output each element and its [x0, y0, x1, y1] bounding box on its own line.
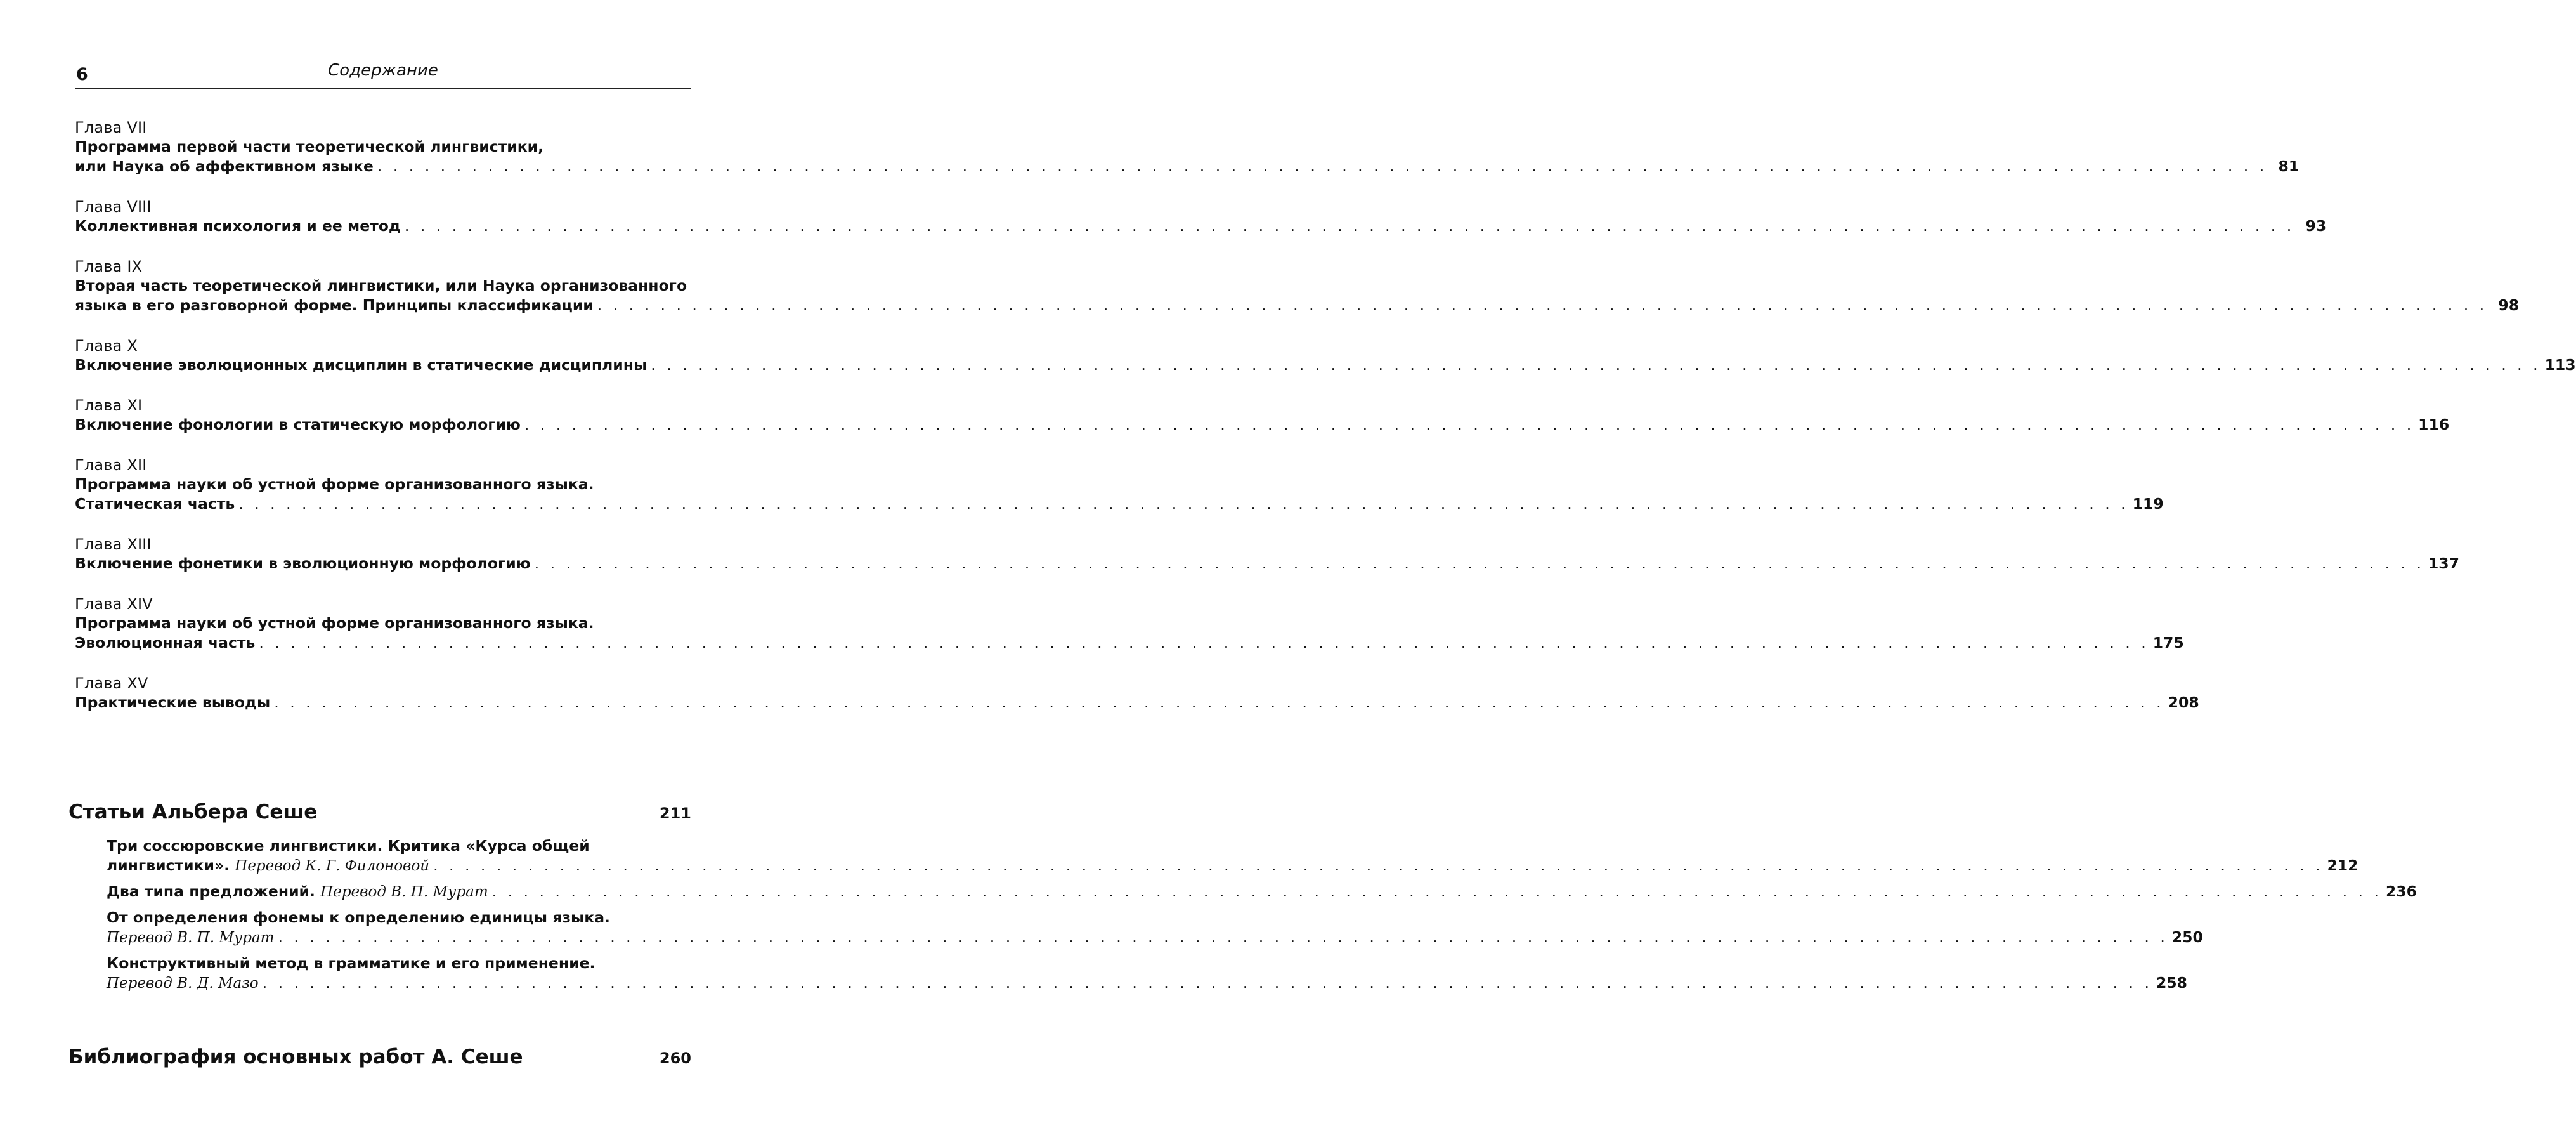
chapter-title-last-line	[75, 415, 2450, 435]
chapter-title	[75, 554, 2460, 574]
chapter-title-last-line	[75, 355, 2576, 375]
chapter-label: Глава X	[75, 337, 138, 355]
section-page-number: 260	[659, 1049, 691, 1067]
dot-leader: . . . . . . . . . . . . . . . . . . . . . . . . . . . . . . . . . . . . . . . . . . . . . . . . . . . . . . . . . . . . . . . . . . . . . . . . . . . . . . . . . . . . . . . . . . . . . . . . . . . . . . . . . . . . . . . . . . . . . . . .	[274, 693, 2164, 711]
chapter-page-number: 208	[2168, 693, 2199, 711]
dot-leader: . . . . . . . . . . . . . . . . . . . . . . . . . . . . . . . . . . . . . . . . . . . . . . . . . . . . . . . . . . . . . . . . . . . . . . . . . . . . . . . . . . . . . . . . . . . . . . . . . . . . . . . . . . . . . . . . . . . . . . . .	[404, 217, 2295, 235]
toc-chapter	[75, 396, 2450, 435]
article-title-text	[107, 928, 274, 948]
chapter-label: Глава XIV	[75, 595, 153, 613]
chapter-title-last-line	[75, 554, 2460, 574]
running-title: Содержание	[328, 61, 438, 80]
chapter-title-last-line	[75, 296, 2520, 315]
toc-chapter	[75, 456, 2164, 514]
article-entry	[107, 908, 2203, 948]
article-translator: Перевод В. П. Мурат	[107, 929, 275, 946]
section-title: Библиография основных работ А. Сеше	[68, 1046, 523, 1068]
article-entry	[107, 954, 2188, 994]
chapter-title-last-line	[75, 693, 2199, 712]
dot-leader: . . . . . . . . . . . . . . . . . . . . . . . . . . . . . . . . . . . . . . . . . . . . . . . . . . . . . . . . . . . . . . . . . . . . . . . . . . . . . . . . . . . . . . . . . . . . . . . . . . . . . . . . . . . . . . . . . . . . . . . .	[377, 157, 2268, 175]
chapter-title-text: или Наука об аффективном языке	[75, 157, 374, 175]
article-entry	[107, 836, 2358, 876]
chapter-title-last-line	[75, 157, 2300, 176]
chapter-title	[75, 355, 2576, 375]
dot-leader: . . . . . . . . . . . . . . . . . . . . . . . . . . . . . . . . . . . . . . . . . . . . . . . . . . . . . . . . . . . . . . . . . . . . . . . . . . . . . . . . . . . . . . . . . . . . . . . . . . . . . . . . . . . . . . . . . . . . . . . .	[262, 974, 2152, 992]
article-translator: Перевод К. Г. Филоновой	[235, 858, 430, 874]
article-page-number: 212	[2327, 856, 2358, 874]
chapter-page-number: 98	[2498, 296, 2520, 314]
chapter-page-number: 113	[2544, 356, 2576, 374]
chapter-page-number: 175	[2152, 634, 2184, 652]
article-page-number: 236	[2385, 883, 2417, 900]
chapter-title-last-line	[75, 494, 2164, 514]
chapter-page-number: 119	[2132, 495, 2164, 513]
toc-chapter	[75, 257, 2520, 315]
toc-chapter	[75, 535, 2460, 574]
article-title-fragment: Два типа предложений.	[107, 883, 315, 900]
article-title-text	[107, 856, 429, 876]
article-last-line	[107, 928, 2203, 948]
chapter-title-text: Включение эволюционных дисциплин в статические дисциплины	[75, 356, 647, 374]
chapter-title-text: Эволюционная часть	[75, 634, 256, 652]
chapter-label: Глава XII	[75, 456, 147, 474]
article-entry	[107, 882, 2417, 902]
chapter-title	[75, 614, 2184, 653]
chapter-title-text: Статическая часть	[75, 495, 235, 513]
chapter-label: Глава IX	[75, 258, 143, 275]
chapter-title	[75, 216, 2327, 236]
chapter-title-line: Программа науки об устной форме организованного языка.	[75, 614, 594, 632]
articles-section-heading	[68, 801, 691, 824]
bibliography-heading	[68, 1046, 691, 1068]
dot-leader: . . . . . . . . . . . . . . . . . . . . . . . . . . . . . . . . . . . . . . . . . . . . . . . . . . . . . . . . . . . . . . . . . . . . . . . . . . . . . . . . . . . . . . . . . . . . . . . . . . . . . . . . . . . . . . . . . . . . . . . .	[238, 495, 2129, 513]
article-translator: Перевод В. П. Мурат	[320, 884, 488, 900]
toc-chapter	[75, 197, 2327, 236]
page-number: 6	[76, 65, 88, 84]
article-last-line	[107, 882, 2417, 902]
dot-leader: . . . . . . . . . . . . . . . . . . . . . . . . . . . . . . . . . . . . . . . . . . . . . . . . . . . . . . . . . . . . . . . . . . . . . . . . . . . . . . . . . . . . . . . . . . . . . . . . . . . . . . . . . . . . . . . . . . . . . . . .	[259, 634, 2149, 652]
section-page-number: 211	[659, 804, 691, 822]
dot-leader: . . . . . . . . . . . . . . . . . . . . . . . . . . . . . . . . . . . . . . . . . . . . . . . . . . . . . . . . . . . . . . . . . . . . . . . . . . . . . . . . . . . . . . . . . . . . . . . . . . . . . . . . . . . . . . . . . . . . . . . .	[433, 856, 2324, 874]
chapter-title-line: Вторая часть теоретической лингвистики, или Наука организованного	[75, 277, 687, 294]
section-title: Статьи Альбера Сеше	[68, 801, 318, 824]
chapter-label: Глава XI	[75, 397, 143, 414]
chapter-label: Глава VIII	[75, 198, 152, 216]
article-title-fragment: лингвистики».	[107, 856, 230, 874]
chapter-title	[75, 693, 2199, 712]
chapter-title-text: Коллективная психология и ее метод	[75, 217, 401, 235]
dot-leader: . . . . . . . . . . . . . . . . . . . . . . . . . . . . . . . . . . . . . . . . . . . . . . . . . . . . . . . . . . . . . . . . . . . . . . . . . . . . . . . . . . . . . . . . . . . . . . . . . . . . . . . . . . . . . . . . . . . . . . . .	[534, 555, 2424, 572]
article-last-line	[107, 856, 2358, 876]
chapter-label: Глава XIII	[75, 535, 152, 553]
article-page-number: 258	[2156, 974, 2188, 992]
chapter-title-text: Практические выводы	[75, 693, 271, 711]
chapter-label: Глава VII	[75, 119, 147, 136]
running-header	[75, 58, 691, 89]
article-title-text	[107, 973, 259, 994]
dot-leader: . . . . . . . . . . . . . . . . . . . . . . . . . . . . . . . . . . . . . . . . . . . . . . . . . . . . . . . . . . . . . . . . . . . . . . . . . . . . . . . . . . . . . . . . . . . . . . . . . . . . . . . . . . . . . . . . . . . . . . . .	[524, 416, 2415, 433]
dot-leader: . . . . . . . . . . . . . . . . . . . . . . . . . . . . . . . . . . . . . . . . . . . . . . . . . . . . . . . . . . . . . . . . . . . . . . . . . . . . . . . . . . . . . . . . . . . . . . . . . . . . . . . . . . . . . . . . . . . . . . . .	[651, 356, 2541, 374]
chapter-title-text: Включение фонетики в эволюционную морфологию	[75, 555, 531, 572]
chapter-title-last-line	[75, 216, 2327, 236]
chapter-title-text: языка в его разговорной форме. Принципы классификации	[75, 296, 594, 314]
chapter-title	[75, 475, 2164, 514]
chapter-title-line: Программа науки об устной форме организованного языка.	[75, 475, 594, 493]
chapter-list	[75, 118, 2576, 733]
chapter-page-number: 116	[2418, 416, 2450, 433]
article-last-line	[107, 973, 2188, 994]
chapter-title	[75, 137, 2300, 176]
dot-leader: . . . . . . . . . . . . . . . . . . . . . . . . . . . . . . . . . . . . . . . . . . . . . . . . . . . . . . . . . . . . . . . . . . . . . . . . . . . . . . . . . . . . . . . . . . . . . . . . . . . . . . . . . . . . . . . . . . . . . . . .	[597, 296, 2488, 314]
article-list	[107, 836, 2417, 999]
chapter-title	[75, 415, 2450, 435]
article-page-number: 250	[2171, 928, 2203, 946]
toc-chapter	[75, 674, 2199, 712]
chapter-label: Глава XV	[75, 674, 148, 692]
dot-leader: . . . . . . . . . . . . . . . . . . . . . . . . . . . . . . . . . . . . . . . . . . . . . . . . . . . . . . . . . . . . . . . . . . . . . . . . . . . . . . . . . . . . . . . . . . . . . . . . . . . . . . . . . . . . . . . . . . . . . . . .	[278, 928, 2168, 946]
article-title-line: Конструктивный метод в грамматике и его применение.	[107, 954, 595, 972]
chapter-page-number: 137	[2428, 555, 2460, 572]
chapter-title-last-line	[75, 633, 2184, 653]
chapter-page-number: 81	[2278, 157, 2300, 175]
article-title-text	[107, 882, 488, 902]
toc-chapter	[75, 336, 2576, 375]
chapter-title-text: Включение фонологии в статическую морфологию	[75, 416, 521, 433]
chapter-title	[75, 276, 2520, 315]
article-translator: Перевод В. Д. Мазо	[107, 975, 259, 992]
toc-chapter	[75, 118, 2300, 176]
article-title-line: От определения фонемы к определению единицы языка.	[107, 909, 610, 926]
toc-chapter	[75, 594, 2184, 653]
chapter-title-line: Программа первой части теоретической лингвистики,	[75, 138, 544, 155]
chapter-page-number: 93	[2305, 217, 2327, 235]
article-title-line: Три соссюровские лингвистики. Критика «Курса общей	[107, 837, 590, 855]
dot-leader: . . . . . . . . . . . . . . . . . . . . . . . . . . . . . . . . . . . . . . . . . . . . . . . . . . . . . . . . . . . . . . . . . . . . . . . . . . . . . . . . . . . . . . . . . . . . . . . . . . . . . . . . . . . . . . . . . . . . . . . .	[491, 883, 2382, 900]
